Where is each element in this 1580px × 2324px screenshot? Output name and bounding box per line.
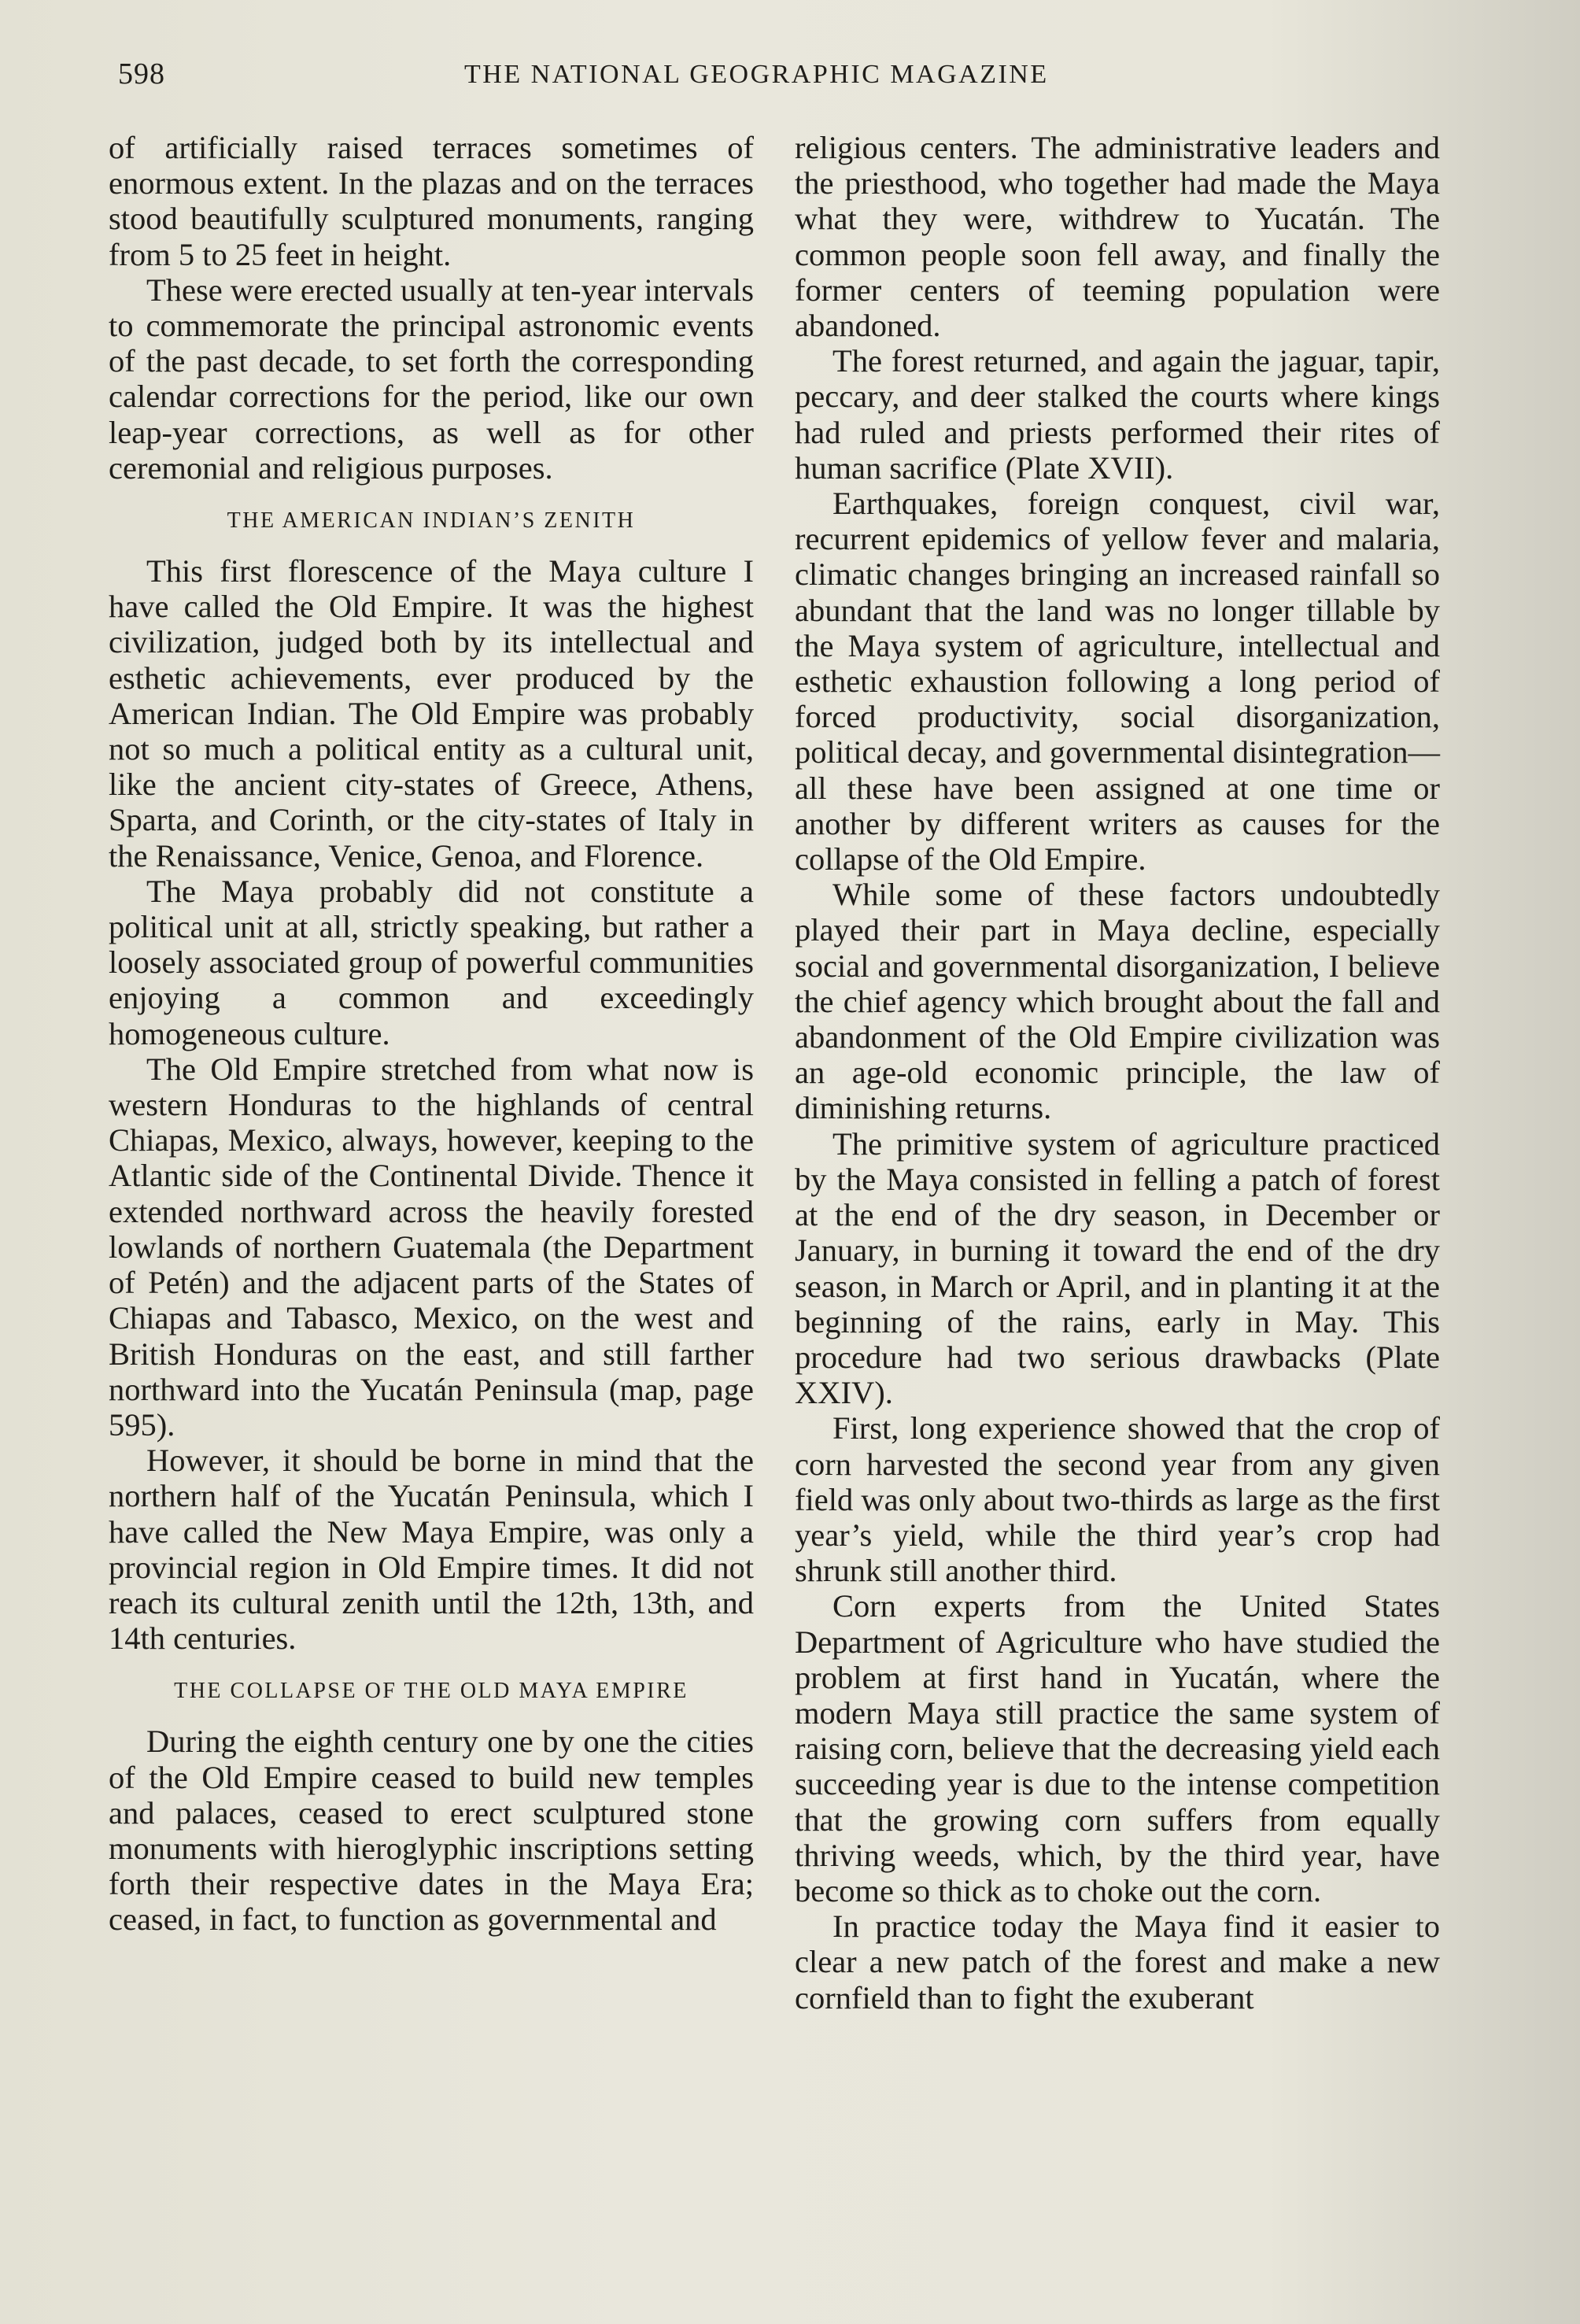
paragraph: The forest returned, and again the jaguar, tapir, peccary, and deer stalked the courts where kings had ruled and priests performed their rites of human sacrifice (Plate XVII). bbox=[795, 343, 1440, 486]
paragraph: of artificially raised terraces sometimes of enormous extent. In the plazas and on the terraces stood beautifully sculptured monuments, ranging from 5 to 25 feet in height. bbox=[109, 130, 754, 272]
paragraph: This first florescence of the Maya culture I have called the Old Empire. It was the highest civilization, judged both by its intellectual and esthetic achievements, ever produced by the American Indian. The Old Empire was probably not so much a political entity as a cultural unit, like the ancient city-states of Greece, Athens, Sparta, and Corinth, or the city-states of Italy in the Renaissance, Venice, Genoa, and Florence. bbox=[109, 553, 754, 874]
paragraph: These were erected usually at ten-year intervals to commemorate the principal astronomic events of the past decade, to set forth the corresponding calendar corrections for the period, like our own leap-year corrections, as well as for other ceremonial and religious purposes. bbox=[109, 272, 754, 486]
paragraph: The Maya probably did not constitute a political unit at all, strictly speaking, but rather a loosely associated group of powerful communities enjoying a common and exceedingly homogeneous culture. bbox=[109, 873, 754, 1051]
paragraph: religious centers. The administrative leaders and the priesthood, who together had made the Maya what they were, withdrew to Yucatán. The common people soon fell away, and finally the former centers of teeming population were abandoned. bbox=[795, 130, 1440, 344]
running-head bbox=[118, 57, 1511, 96]
left-column bbox=[109, 130, 754, 1938]
section-heading: THE AMERICAN INDIAN’S ZENITH bbox=[227, 508, 636, 534]
paragraph: While some of these factors undoubtedly played their part in Maya decline, especially social and governmental disorganization, I believe the chief agency which brought about the fall and abandonment of the Old Empire civilization was an age-old economic principle, the law of diminishing returns. bbox=[795, 877, 1440, 1126]
paragraph: During the eighth century one by one the cities of the Old Empire ceased to build new temples and palaces, ceased to erect sculptured stone monuments with hieroglyphic inscriptions setting forth their respective dates in the Maya Era; ceased, in fact, to function as governmental and bbox=[109, 1724, 754, 1938]
page-number: 598 bbox=[118, 57, 165, 91]
paragraph: The Old Empire stretched from what now is western Honduras to the highlands of central Chiapas, Mexico, always, however, keeping to the Atlantic side of the Continental Divide. Thence it extended northward across the heavily forested lowlands of northern Guatemala (the Department of Petén) and the adjacent parts of the States of Chiapas and Tabasco, Mexico, on the west and British Honduras on the east, and still farther northward into the Yucatán Peninsula (map, page 595). bbox=[109, 1051, 754, 1443]
paragraph: First, long experience showed that the crop of corn harvested the second year from any given field was only about two-thirds as large as the first year’s yield, while the third year’s crop had shrunk still another third. bbox=[795, 1410, 1440, 1589]
paragraph: However, it should be borne in mind that the northern half of the Yucatán Peninsula, which I have called the New Maya Empire, was only a provincial region in Old Empire times. It did not reach its cultural zenith until the 12th, 13th, and 14th centuries. bbox=[109, 1443, 754, 1657]
paragraph: In practice today the Maya find it easier to clear a new patch of the forest and make a new cornfield than to fight the exuberant bbox=[795, 1908, 1440, 2015]
section-heading: THE COLLAPSE OF THE OLD MAYA EMPIRE bbox=[174, 1679, 688, 1704]
magazine-title: THE NATIONAL GEOGRAPHIC MAGAZINE bbox=[464, 60, 1049, 89]
right-column bbox=[795, 130, 1440, 2015]
paragraph: Corn experts from the United States Department of Agriculture who have studied the problem at first hand in Yucatán, where the modern Maya still practice the same system of raising corn, believe that the decreasing yield each succeeding year is due to the intense competition that the growing corn suffers from equally thriving weeds, which, by the third year, have become so thick as to choke out the corn. bbox=[795, 1588, 1440, 1908]
paragraph: Earthquakes, foreign conquest, civil war, recurrent epidemics of yellow fever and malaria, climatic changes bringing an increased rainfall so abundant that the land was no longer tillable by the Maya system of agriculture, intellectual and esthetic exhaustion following a long period of forced productivity, social disorganization, political decay, and governmental disintegration—all these have been assigned at one time or another by different writers as causes for the collapse of the Old Empire. bbox=[795, 486, 1440, 878]
paragraph: The primitive system of agriculture practiced by the Maya consisted in felling a patch of forest at the end of the dry season, in December or January, in burning it toward the end of the dry season, in March or April, and in planting it at the beginning of the rains, early in May. This procedure had two serious drawbacks (Plate XXIV). bbox=[795, 1125, 1440, 1411]
